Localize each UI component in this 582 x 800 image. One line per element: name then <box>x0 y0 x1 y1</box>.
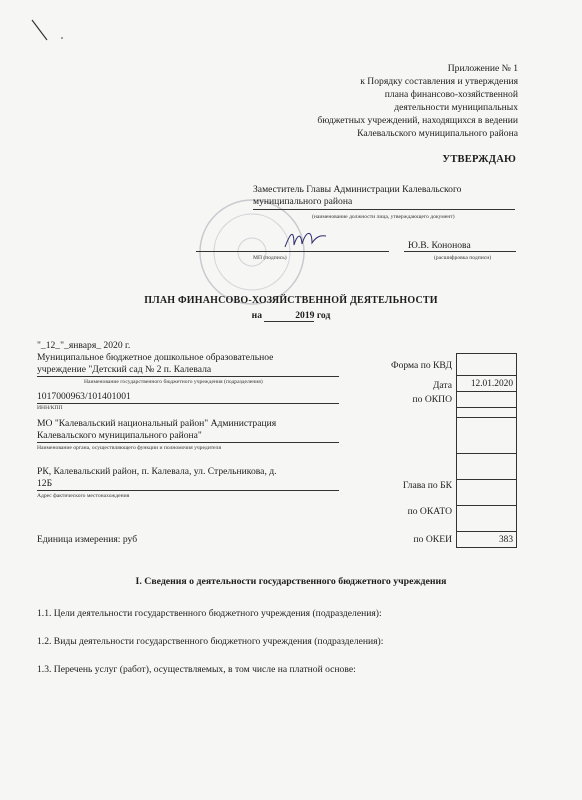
approver-position <box>253 184 515 210</box>
glava-cell <box>457 454 516 480</box>
position-caption: (наименование должности лица, утверждающего документ) <box>312 214 455 220</box>
appendix-block <box>317 62 518 140</box>
name-caption: (расшифровка подписи) <box>434 255 492 261</box>
okpo-cell <box>457 392 516 408</box>
appendix-line: Калевальского муниципального района <box>357 128 518 139</box>
stamp-seal <box>196 196 308 308</box>
address-caption: Адрес фактического местонахождения <box>37 493 130 499</box>
institution-name <box>37 352 339 377</box>
plan-year-value: 2019 <box>264 310 314 322</box>
organ-cell <box>457 418 516 454</box>
institution-caption: Наименование государственного бюджетного учреждения (подразделения) <box>84 379 263 385</box>
name-line <box>404 251 516 252</box>
approve-title: УТВЕРЖДАЮ <box>442 154 516 165</box>
plan-date: "_12_"_января_ 2020 г. <box>37 340 131 351</box>
scan-corner-mark <box>30 18 70 44</box>
organ-line: МО "Калевальский национальный район" Администрация <box>37 418 277 429</box>
blank-cell <box>457 506 516 532</box>
appendix-line: к Порядку составления и утверждения <box>360 76 518 87</box>
organ-line: Калевальского муниципального района" <box>37 430 339 443</box>
okato-cell <box>457 480 516 506</box>
inn-cell <box>457 408 516 418</box>
plan-year <box>0 310 582 322</box>
okato-label: по ОКАТО <box>407 506 452 517</box>
address <box>37 466 339 491</box>
plan-title: ПЛАН ФИНАНСОВО-ХОЗЯЙСТВЕННОЙ ДЕЯТЕЛЬНОСТИ <box>144 295 438 306</box>
approver-name: Ю.В. Кононова <box>408 240 471 251</box>
appendix-line: Приложение № 1 <box>447 63 518 74</box>
kvd-cell <box>457 354 516 376</box>
plan-on: на <box>251 310 262 321</box>
unit-of-measure: Единица измерения: руб <box>37 534 138 545</box>
codes-table <box>456 353 517 548</box>
handwritten-signature <box>282 226 328 252</box>
date-label: Дата <box>432 380 452 391</box>
section-title: I. Сведения о деятельности государственного бюджетного учреждения <box>135 576 447 587</box>
appendix-line: плана финансово-хозяйственной <box>384 89 518 100</box>
okpo-label: по ОКПО <box>412 394 452 405</box>
address-line: 12Б <box>37 478 339 491</box>
date-cell: 12.01.2020 <box>457 376 516 392</box>
okei-cell: 383 <box>457 532 516 548</box>
founder-organ <box>37 418 339 443</box>
inn-kpp: 1017000963/101401001 <box>37 391 339 404</box>
plan-year-suffix: год <box>316 310 331 321</box>
inn-kpp-caption: ИНН/КПП <box>37 405 63 411</box>
okei-label: по ОКЕИ <box>413 534 452 545</box>
address-line: РК, Калевальский район, п. Калевала, ул. Стрельникова, д. <box>37 466 277 477</box>
glava-label: Глава по БК <box>402 480 452 491</box>
activities-paragraph: 1.2. Виды деятельности государственного бюджетного учреждения (подразделения): <box>37 636 384 647</box>
signature-caption: МП (подпись) <box>253 255 287 261</box>
appendix-line: деятельности муниципальных <box>394 102 518 113</box>
appendix-line: бюджетных учреждений, находящихся в ведении <box>317 115 518 126</box>
institution-line: Муниципальное бюджетное дошкольное образовательное <box>37 352 274 363</box>
approver-position-line: муниципального района <box>253 196 353 207</box>
approver-position-line: Заместитель Главы Администрации Калевальского <box>253 184 462 195</box>
goals-paragraph: 1.1. Цели деятельности государственного бюджетного учреждения (подразделения): <box>37 608 382 619</box>
institution-line: учреждение "Детский сад № 2 п. Калевала <box>37 364 339 377</box>
organ-caption: Наименование органа, осуществляющего функции и полномочия учредителя <box>37 445 222 451</box>
kvd-label: Форма по КВД <box>391 360 452 371</box>
services-paragraph: 1.3. Перечень услуг (работ), осуществляемых, в том числе на платной основе: <box>37 664 356 675</box>
